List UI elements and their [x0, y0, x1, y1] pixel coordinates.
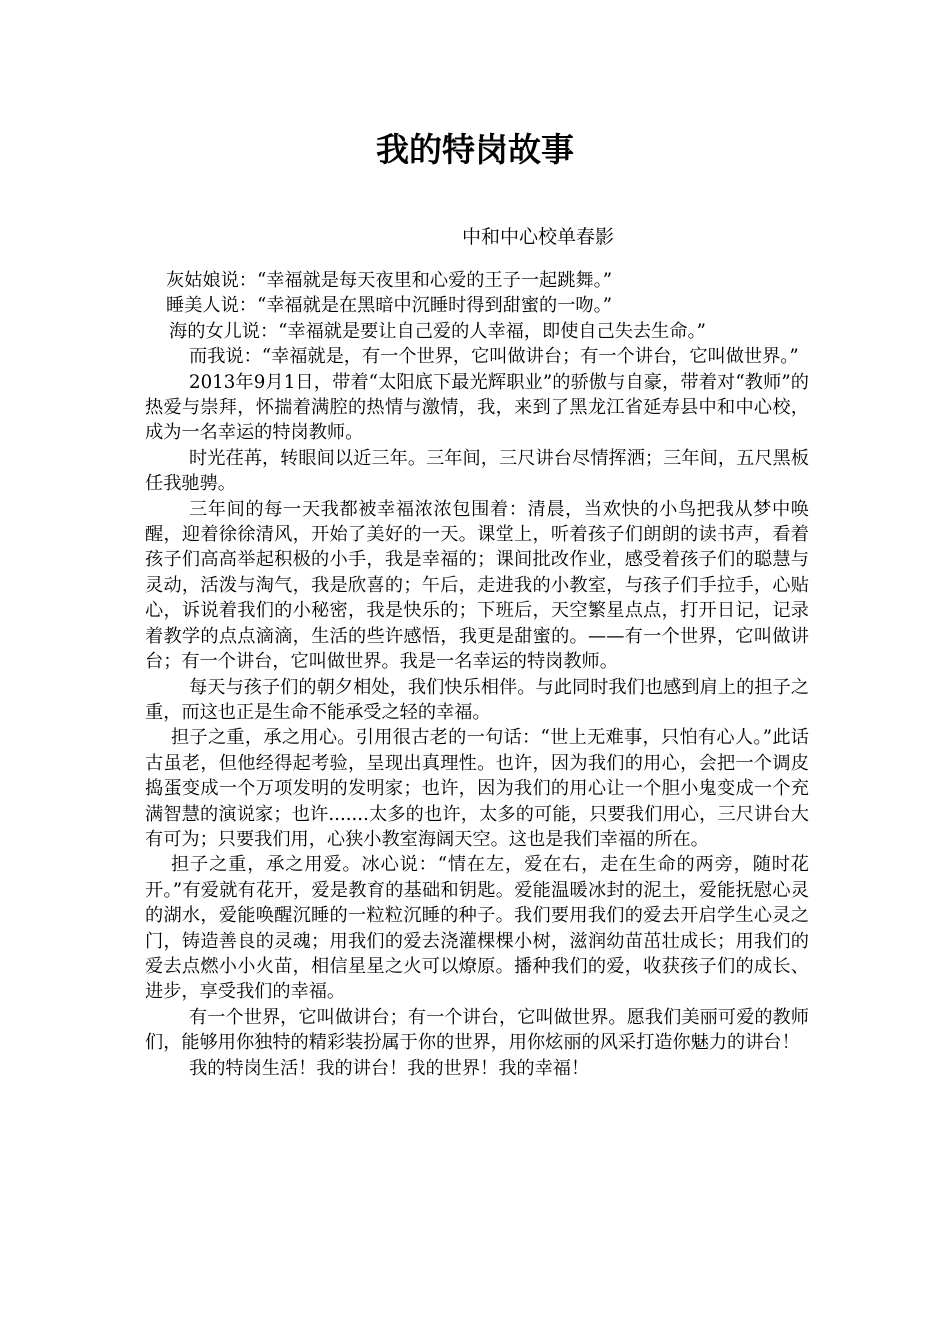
paragraph: 2013年9月1日，带着“太阳底下最光辉职业”的骄傲与自豪，带着对“教师”的热爱与崇拜，怀揣着满腔的热情与激情，我，来到了黑龙江省延寿县中和中心校，成为一名幸运的特岗教师。 — [145, 371, 809, 444]
paragraph: 三年间的每一天我都被幸福浓浓包围着：清晨，当欢快的小鸟把我从梦中唤醒，迎着徐徐清风，开始了美好的一天。课堂上，听着孩子们朗朗的读书声，看着孩子们高高举起积极的小手，我是幸福的；课间批改作业，感受着孩子们的聪慧与灵动，活泼与淘气，我是欣喜的；午后，走进我的小教室，与孩子们手拉手，心贴心，诉说着我们的小秘密，我是快乐的；下班后，天空繁星点点，打开日记，记录着教学的点点滴滴，生活的些许感悟，我更是甜蜜的。——有一个世界，它叫做讲台；有一个讲台，它叫做世界。我是一名幸运的特岗教师。 — [145, 498, 809, 673]
paragraph: 担子之重，承之用爱。冰心说：“情在左，爱在右，走在生命的两旁，随时花开。”有爱就有花开，爱是教育的基础和钥匙。爱能温暖冰封的泥土，爱能抚慰心灵的湖水，爱能唤醒沉睡的一粒粒沉睡的种子。我们要用我们的爱去开启学生心灵之门，铸造善良的灵魂；用我们的爱去浇灌棵棵小树，滋润幼苗茁壮成长；用我们的爱去点燃小小火苗，相信星星之火可以燎原。播种我们的爱，收获孩子们的成长、进步，享受我们的幸福。 — [145, 854, 809, 1003]
document-title: 我的特岗故事 — [376, 130, 574, 169]
paragraph: 有一个世界，它叫做讲台；有一个讲台，它叫做世界。愿我们美丽可爱的教师们，能够用你独特的精彩装扮属于你的世界，用你炫丽的风采打造你魅力的讲台！ — [145, 1006, 809, 1054]
document-author: 中和中心校单春影 — [462, 226, 615, 248]
paragraph: 灰姑娘说：“幸福就是每天夜里和心爱的王子一起跳舞。” — [166, 270, 612, 291]
paragraph: 我的特岗生活！我的讲台！我的世界！我的幸福！ — [189, 1057, 590, 1079]
document-body — [145, 268, 809, 1081]
paragraph: 每天与孩子们的朝夕相处，我们快乐相伴。与此同时我们也感到肩上的担子之重，而这也正是生命不能承受之轻的幸福。 — [145, 676, 809, 723]
paragraph: 时光荏苒，转眼间以近三年。三年间，三尺讲台尽情挥洒；三年间，五尺黑板任我驰骋。 — [145, 447, 809, 495]
paragraph: 海的女儿说：“幸福就是要让自己爱的人幸福，即使自己失去生命。” — [169, 320, 706, 342]
paragraph: 担子之重，承之用心。引用很古老的一句话：“世上无难事，只怕有心人。”此话古虽老，但他经得起考验，呈现出真理性。也许，因为我们的用心，会把一个调皮捣蛋变成一个万项发明的发明家；也许，因为我们的用心让一个胆小鬼变成一个充满智慧的演说家；也许.......太多的也许，太多的可能，只要我们用心，三尺讲台大有可为；只要我们用，心狭小教室海阔天空。这也是我们幸福的所在。 — [145, 727, 809, 850]
paragraph: 而我说：“幸福就是，有一个世界，它叫做讲台；有一个讲台，它叫做世界。” — [189, 346, 799, 368]
paragraph: 睡美人说：“幸福就是在黑暗中沉睡时得到甜蜜的一吻。” — [166, 295, 612, 317]
